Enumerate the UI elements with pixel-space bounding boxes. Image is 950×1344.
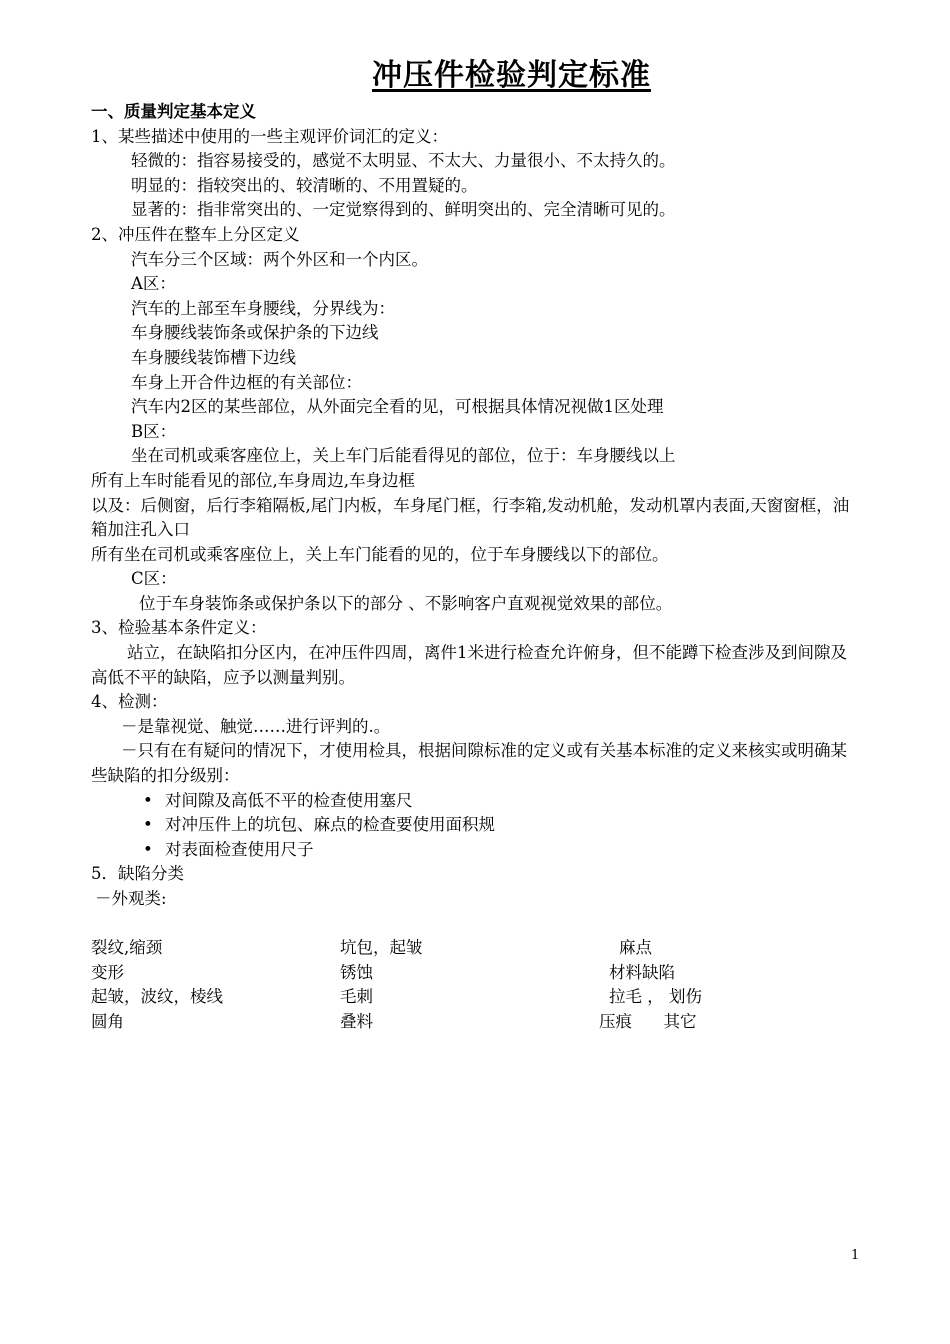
zone-c-label: C区：	[131, 569, 177, 589]
section-heading-quality-definitions: 一、质量判定基本定义	[91, 102, 256, 121]
defect-cell: 坑包，起皱	[340, 938, 423, 958]
zone-a-line-2: 车身腰线装饰条或保护条的下边线	[131, 323, 379, 343]
bullet-item	[91, 789, 863, 814]
item-4-heading: 4、检测：	[91, 692, 168, 712]
defect-cell: 毛刺	[340, 987, 373, 1007]
bullet-text: 对间隙及高低不平的检查使用塞尺	[165, 790, 413, 810]
zone-a-line-3: 车身腰线装饰槽下边线	[131, 347, 296, 367]
bullet-item	[91, 813, 863, 838]
bullet-glyph: •	[143, 839, 153, 859]
zone-b-line-1: 坐在司机或乘客座位上，关上车门后能看得见的部位，位于：车身腰线以上	[131, 446, 676, 466]
item-2-heading: 2、冲压件在整车上分区定义	[91, 224, 300, 244]
defect-cell: 压痕 其它	[599, 1011, 697, 1031]
item-3-heading: 3、检验基本条件定义：	[91, 618, 267, 638]
zone-b-line-2: 所有上车时能看见的部位,车身周边,车身边框	[91, 470, 415, 490]
detection-line-2: －只有在有疑问的情况下，才使用检具，根据间隙标准的定义或有关基本标准的定义来核实或明确某些缺陷的扣分级别：	[91, 741, 847, 786]
zone-a-line-5: 汽车内2区的某些部位，从外面完全看的见，可根据具体情况视做1区处理	[131, 397, 664, 417]
defect-table	[91, 936, 863, 1034]
zone-a-line-1: 汽车的上部至车身腰线，分界线为：	[131, 298, 395, 318]
detection-line-1: －是靠视觉、触觉……进行评判的.。	[121, 716, 391, 736]
document-body	[91, 100, 863, 1035]
appearance-category: －外观类:	[95, 889, 167, 908]
defect-cell: 叠料	[340, 1011, 373, 1031]
defect-cell: 起皱，波纹，棱线	[91, 987, 223, 1007]
zone-b-label: B区：	[131, 421, 177, 441]
zone-a-line-4: 车身上开合件边框的有关部位：	[131, 372, 362, 392]
defect-cell: 圆角	[91, 1011, 124, 1031]
defect-cell: 裂纹,缩颈	[91, 938, 163, 958]
item-1-heading: 1、某些描述中使用的一些主观评价词汇的定义：	[91, 126, 448, 146]
bullet-item	[91, 838, 863, 863]
defect-cell: 拉毛 ， 划伤	[609, 987, 702, 1007]
bullet-text: 对冲压件上的坑包、麻点的检查要使用面积规	[165, 815, 495, 835]
bullet-text: 对表面检查使用尺子	[165, 839, 314, 859]
zone-c-line-1: 位于车身装饰条或保护条以下的部分 、不影响客户直观视觉效果的部位。	[139, 593, 673, 613]
zone-b-line-3: 以及：后侧窗，后行李箱隔板,尾门内板，车身尾门框，行李箱,发动机舱，发动机罩内表面,天窗窗框，油箱加注孔入口	[91, 495, 850, 540]
definition-slight: 轻微的：指容易接受的，感觉不太明显、不太大、力量很小、不太持久的。	[131, 151, 676, 171]
item-5-heading: 5．缺陷分类	[91, 864, 184, 884]
defect-cell: 麻点	[619, 938, 652, 958]
zone-a-label: A区：	[131, 274, 176, 294]
document-title: 冲压件检验判定标准	[372, 58, 651, 93]
defect-cell: 变形	[91, 962, 124, 982]
zone-b-line-4: 所有坐在司机或乘客座位上，关上车门能看的见的，位于车身腰线以下的部位。	[91, 544, 669, 564]
definition-significant: 显著的：指非常突出的、一定觉察得到的、鲜明突出的、完全清晰可见的。	[131, 200, 676, 220]
zone-intro: 汽车分三个区域：两个外区和一个内区。	[131, 249, 428, 269]
defect-cell: 锈蚀	[340, 962, 373, 982]
defect-cell: 材料缺陷	[609, 962, 675, 982]
inspection-conditions: 站立，在缺陷扣分区内，在冲压件四周，离件1米进行检查允许俯身，但不能蹲下检查涉及到间隙及高低不平的缺陷，应予以测量判别。	[91, 643, 847, 687]
bullet-glyph: •	[143, 790, 153, 810]
definition-obvious: 明显的：指较突出的、较清晰的、不用置疑的。	[131, 175, 478, 195]
page-number: 1	[851, 1248, 860, 1263]
bullet-glyph: •	[143, 815, 153, 835]
spacer	[91, 912, 863, 937]
